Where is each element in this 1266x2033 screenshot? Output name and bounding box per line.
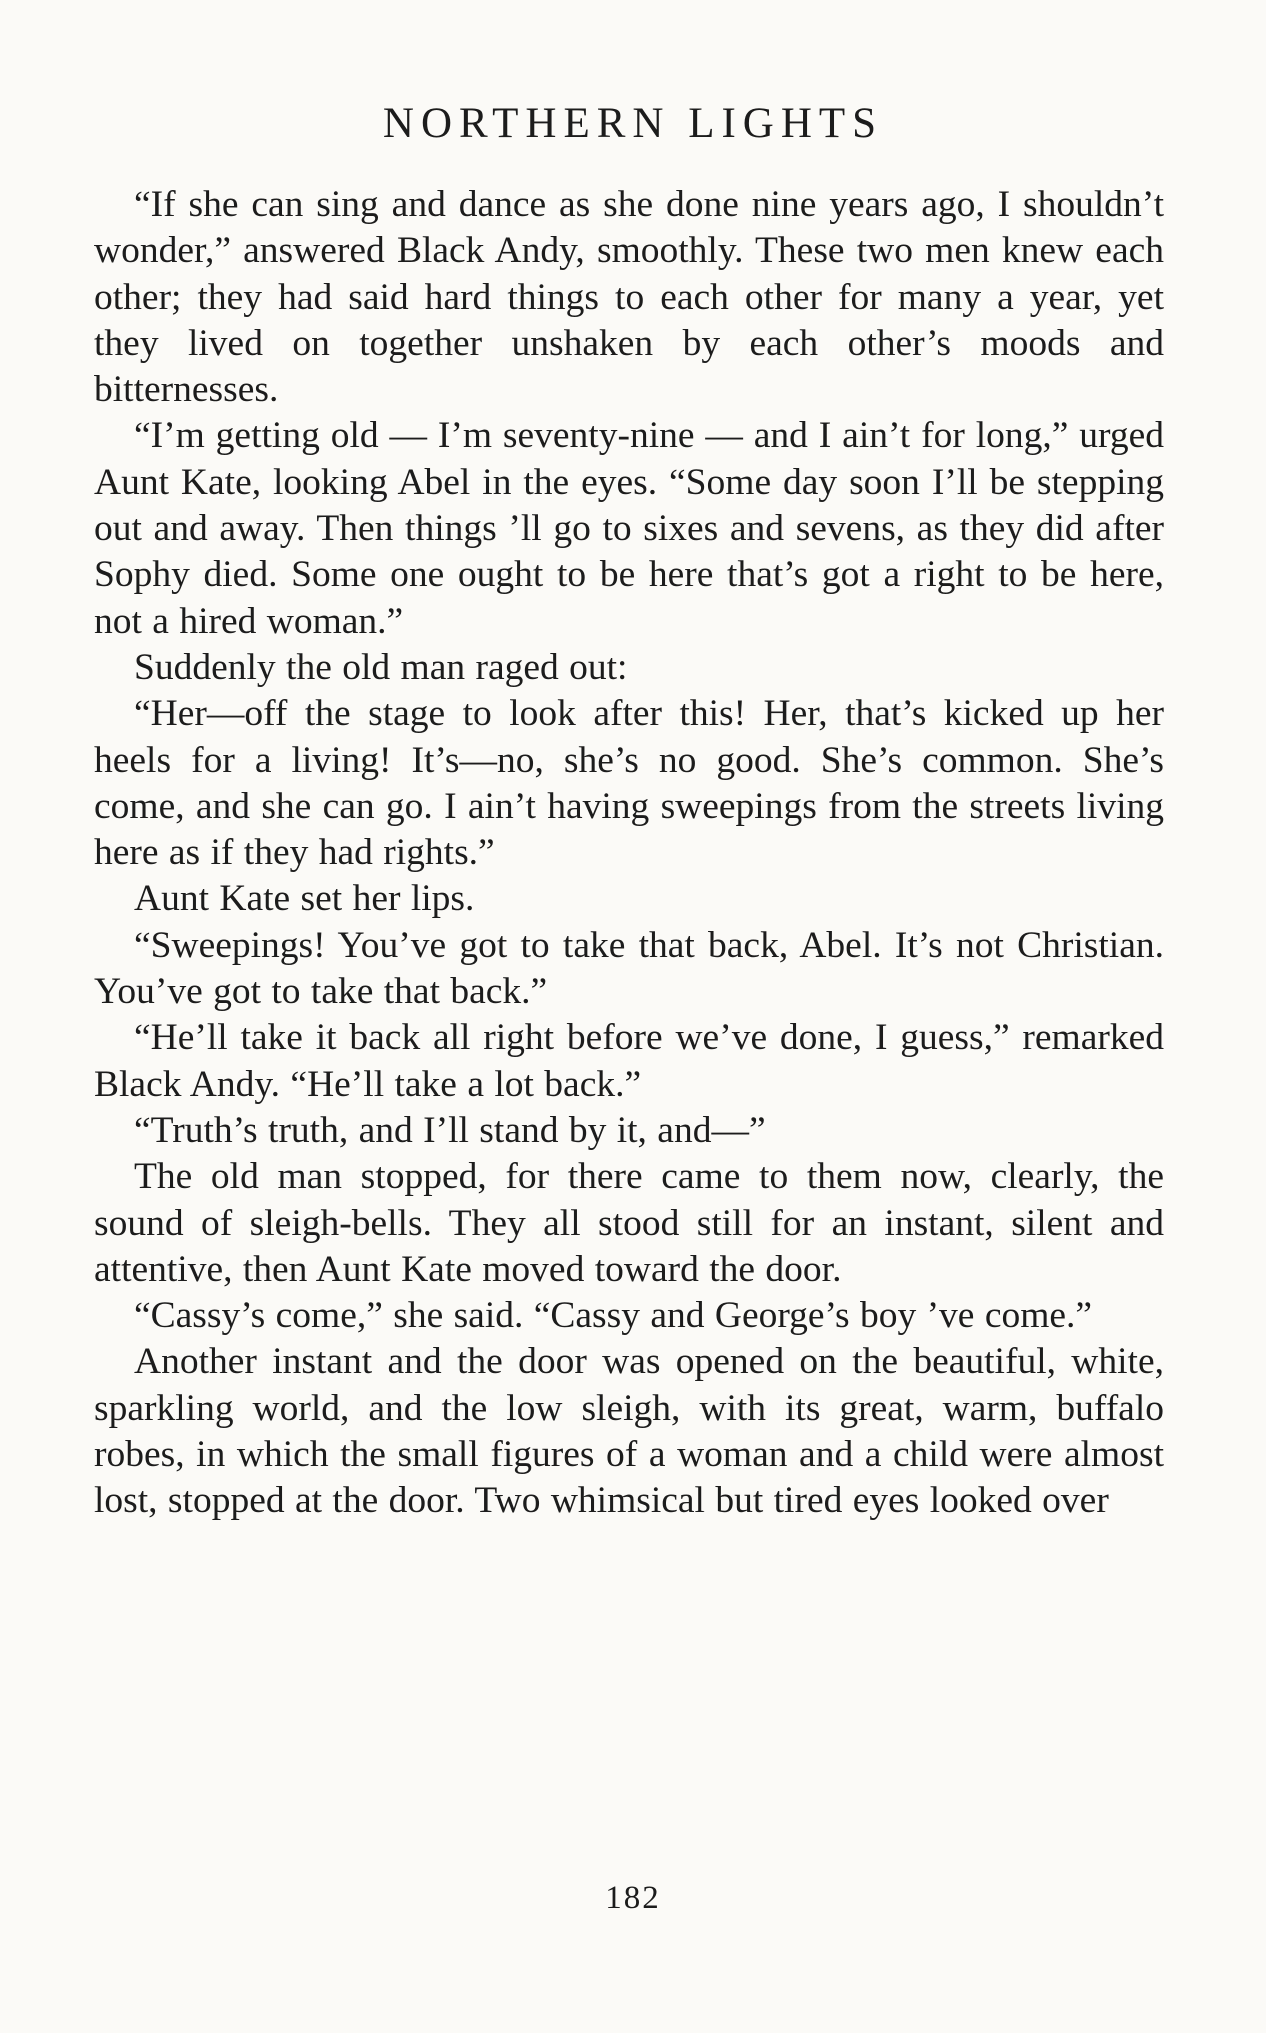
page-number: 182: [605, 1880, 661, 1916]
body-text: [94, 182, 1164, 1525]
paragraph-1: “If she can sing and dance as she done nine years ago, I shouldn’t wonder,” answered Black Andy, smoothly. These two men knew each other; they had said hard things to each other for many a year, yet they lived on together unshaken by each other’s moods and bitternesses.: [94, 184, 1164, 411]
paragraph-4: “Her—off the stage to look after this! Her, that’s kicked up her heels for a living! It’s—no, she’s no good. She’s common. She’s come, and she can go. I ain’t having sweepings from the streets living here as if they had rights.”: [94, 693, 1164, 874]
paragraph-9: The old man stopped, for there came to them now, clearly, the sound of sleigh-bells. They all stood still for an instant, silent and attentive, then Aunt Kate moved toward the door.: [94, 1156, 1164, 1290]
paragraph-5: Aunt Kate set her lips.: [134, 878, 475, 920]
paragraph-8: “Truth’s truth, and I’ll stand by it, and—”: [134, 1109, 766, 1151]
paragraph-2: “I’m getting old — I’m seventy-nine — and I ain’t for long,” urged Aunt Kate, looking Abel in the eyes. “Some day soon I’ll be stepping out and away. Then things ’ll go to sixes and sevens, as they did after Sophy died. Some one ought to be here that’s got a right to be here, not a hired woman.”: [94, 415, 1164, 642]
paragraph-7: “He’ll take it back all right before we’ve done, I guess,” remarked Black Andy. “He’ll take a lot back.”: [94, 1017, 1164, 1105]
running-head: NORTHERN LIGHTS: [382, 100, 884, 147]
paragraph-3: Suddenly the old man raged out:: [134, 646, 628, 688]
paragraph-10: “Cassy’s come,” she said. “Cassy and George’s boy ’ve come.”: [134, 1295, 1093, 1337]
paragraph-6: “Sweepings! You’ve got to take that back, Abel. It’s not Christian. You’ve got to take that back.”: [94, 924, 1164, 1013]
paragraph-11: Another instant and the door was opened on the beautiful, white, sparkling world, and the low sleigh, with its great, warm, buffalo robes, in which the small figures of a woman and a child were almost lost, stopped at the door. Two whimsical but tired eyes looked over: [94, 1341, 1164, 1522]
